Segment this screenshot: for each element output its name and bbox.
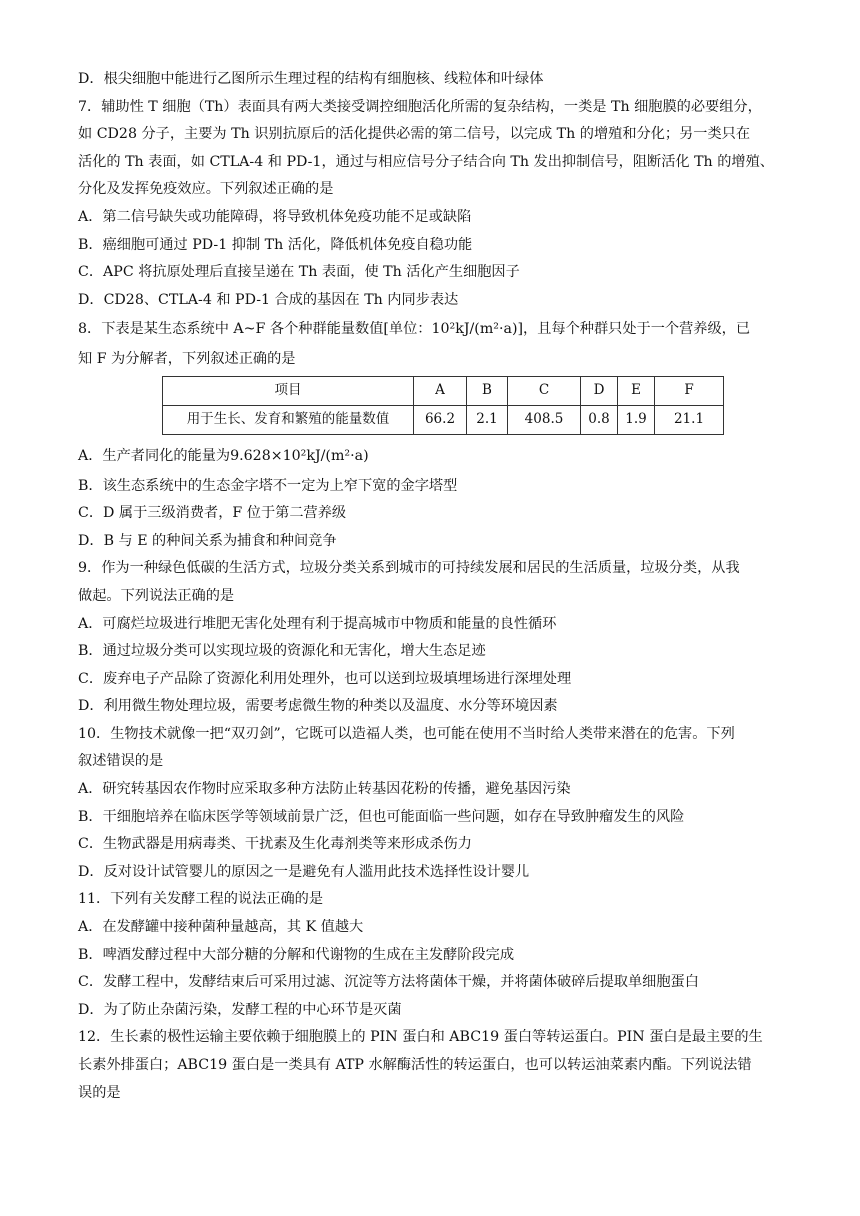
text-line: D．为了防止杂菌污染，发酵工程的中心环节是灭菌 — [78, 1001, 402, 1018]
q8-option-a: A．生产者同化的能量为9.628×10²kJ/(m²·a) — [78, 447, 369, 464]
energy-table — [162, 376, 724, 434]
text-line: 10．生物技术就像一把“双刃剑”，它既可以造福人类，也可能在使用不当时给人类带来潜在的危害。下列 — [78, 725, 735, 742]
q8-stem-line1: 8．下表是某生态系统中 A~F 各个种群能量数值[单位：10²kJ/(m²·a)]，且每个种群只处于一个营养级，已 — [78, 321, 751, 338]
text-line: C．生物武器是用病毒类、干扰素及生化毒剂类等来形成杀伤力 — [78, 836, 472, 853]
text-line: C．废弃电子产品除了资源化利用处理外，也可以送到垃圾填埋场进行深埋处理 — [78, 670, 572, 687]
text-line: 12．生长素的极性运输主要依赖于细胞膜上的 PIN 蛋白和 ABC19 蛋白等转运蛋白。PIN 蛋白是最主要的生 — [78, 1029, 763, 1046]
text-line: C．发酵工程中，发酵结束后可采用过滤、沉淀等方法将菌体干燥，并将菌体破碎后提取单细胞蛋白 — [78, 974, 699, 991]
table-cell: F — [655, 377, 724, 406]
text-line: B．通过垃圾分类可以实现垃圾的资源化和无害化，增大生态足迹 — [78, 643, 486, 660]
text-line: D．反对设计试管婴儿的原因之一是避免有人滥用此技术选择性设计婴儿 — [78, 863, 530, 880]
text-line: D．根尖细胞中能进行乙图所示生理过程的结构有细胞核、线粒体和叶绿体 — [78, 71, 544, 87]
text-line: D．CD28、CTLA-4 和 PD-1 合成的基因在 Th 内同步表达 — [78, 291, 459, 308]
text-line: 做起。下列说法正确的是 — [78, 587, 235, 604]
text-line: B．啤酒发酵过程中大部分糖的分解和代谢物的生成在主发酵阶段完成 — [78, 946, 515, 963]
text-line: 叙述错误的是 — [78, 753, 164, 770]
table-cell: E — [618, 377, 655, 406]
table-cell: 21.1 — [655, 405, 724, 434]
table-cell: B — [467, 377, 508, 406]
table-cell: C — [508, 377, 581, 406]
table-cell: D — [581, 377, 618, 406]
text-line: A．在发酵罐中接种菌种量越高，其 K 值越大 — [78, 919, 364, 936]
question-block-top — [78, 66, 784, 314]
text-line: B．干细胞培养在临床医学等领域前景广泛，但也可能面临一些问题，如存在导致肿瘤发生的风险 — [78, 808, 685, 825]
energy-table-wrapper — [162, 376, 784, 434]
text-line: 长素外排蛋白；ABC19 蛋白是一类具有 ATP 水解酶活性的转运蛋白，也可以转运油菜素内酯。下列说法错 — [78, 1057, 752, 1073]
text-line: 误的是 — [78, 1084, 121, 1101]
text-line: 7．辅助性 T 细胞（Th）表面具有两大类接受调控细胞活化所需的复杂结构，一类是 Th 细胞膜的必要组分， — [78, 98, 762, 115]
energy-table-header — [163, 377, 724, 406]
text-line: A．研究转基因农作物时应采取多种方法防止转基因花粉的传播，避免基因污染 — [78, 781, 571, 798]
text-line: B．癌细胞可通过 PD-1 抑制 Th 活化，降低机体免疫自稳功能 — [78, 236, 473, 253]
question-block-bottom — [78, 555, 784, 1107]
table-cell: 用于生长、发育和繁殖的能量数值 — [163, 405, 414, 434]
table-cell: 2.1 — [467, 405, 508, 434]
exam-page — [78, 66, 784, 1107]
text-line: A．可腐烂垃圾进行堆肥无害化处理有利于提高城市中物质和能量的良性循环 — [78, 615, 557, 632]
table-cell: A — [414, 377, 467, 406]
q8-stem-line2: 知 F 为分解者，下列叙述正确的是 — [78, 351, 296, 368]
text-line: 9．作为一种绿色低碳的生活方式，垃圾分类关系到城市的可持续发展和居民的生活质量，垃圾分类，从我 — [78, 560, 740, 577]
table-cell: 408.5 — [508, 405, 581, 434]
q8-option-c: C．D 属于三级消费者，F 位于第二营养级 — [78, 505, 347, 522]
table-cell: 0.8 — [581, 405, 618, 434]
table-cell: 项目 — [163, 377, 414, 406]
table-cell: 1.9 — [618, 405, 655, 434]
energy-table-row — [163, 405, 724, 434]
text-line: A．第二信号缺失或功能障碍，将导致机体免疫功能不足或缺陷 — [78, 208, 472, 225]
table-cell: 66.2 — [414, 405, 467, 434]
text-line: 11．下列有关发酵工程的说法正确的是 — [78, 891, 324, 908]
text-line: D．利用微生物处理垃圾，需要考虑微生物的种类以及温度、水分等环境因素 — [78, 698, 558, 715]
q8-option-d: D．B 与 E 的种间关系为捕食和种间竞争 — [78, 532, 337, 549]
text-line: 活化的 Th 表面，如 CTLA-4 和 PD-1，通过与相应信号分子结合向 Th 发出抑制信号，阻断活化 Th 的增殖、 — [78, 153, 774, 170]
q8-option-b: B．该生态系统中的生态金字塔不一定为上窄下宽的金字塔型 — [78, 477, 458, 494]
text-line: 分化及发挥免疫效应。下列叙述正确的是 — [78, 181, 334, 198]
text-line: C．APC 将抗原处理后直接呈递在 Th 表面，使 Th 活化产生细胞因子 — [78, 264, 520, 281]
text-line: 如 CD28 分子，主要为 Th 识别抗原后的活化提供必需的第二信号，以完成 Th 的增殖和分化；另一类只在 — [78, 126, 751, 143]
